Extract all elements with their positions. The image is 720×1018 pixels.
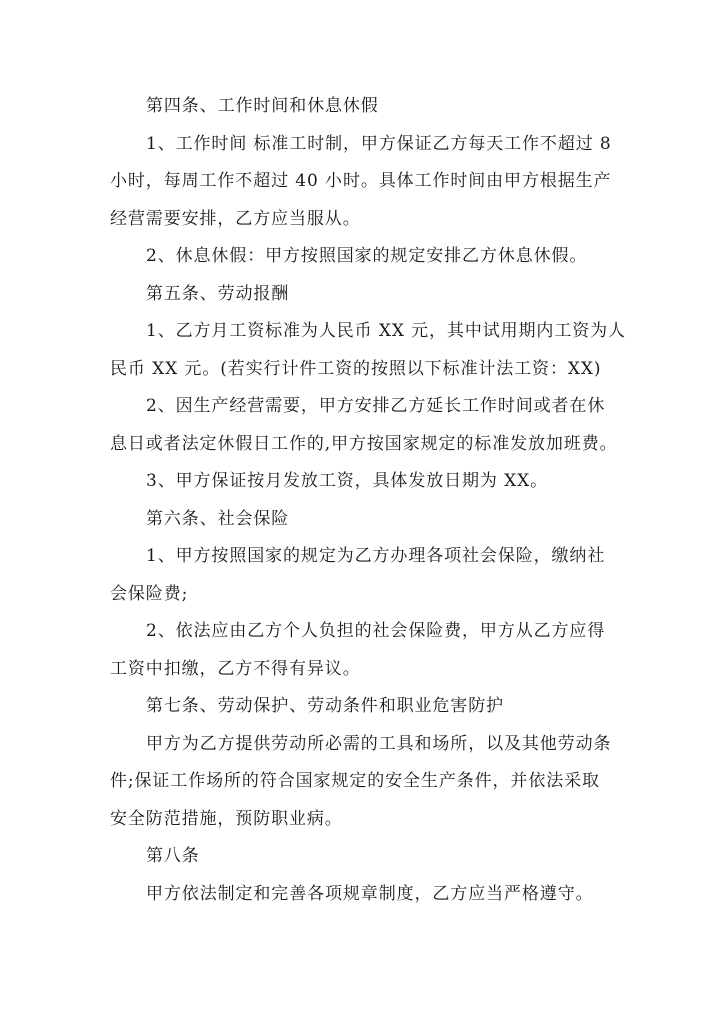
text-line: 3、甲方保证按月发放工资，具体发放日期为 XX。 (146, 471, 549, 491)
text-line: 甲方为乙方提供劳动所必需的工具和场所，以及其他劳动条 (146, 733, 612, 754)
article-8-heading (110, 838, 616, 876)
text-line: 民币 XX 元。(若实行计件工资的按照以下标准计法工资：XX) (110, 358, 602, 379)
article-4-clause-1 (110, 126, 616, 239)
article-5-clause-2 (110, 388, 616, 463)
article-7-body (110, 726, 616, 839)
article-5-clause-1 (110, 313, 626, 388)
text-line: 第七条、劳动保护、劳动条件和职业危害防护 (146, 696, 504, 716)
text-line: 息日或者法定休假日工作的,甲方按国家规定的标准发放加班费。 (110, 433, 618, 454)
text-line: 第五条、劳动报酬 (146, 283, 290, 304)
article-6-clause-1 (110, 538, 616, 613)
document-page (110, 88, 626, 913)
text-line: 件;保证工作场所的符合国家规定的安全生产条件，并依法采取 (110, 771, 600, 791)
article-5-clause-3 (110, 463, 616, 501)
article-6-clause-2 (110, 613, 616, 688)
article-4-clause-2 (110, 238, 616, 276)
text-line: 第六条、社会保险 (146, 508, 290, 529)
text-line: 安全防范措施，预防职业病。 (110, 808, 343, 829)
article-7-heading (110, 688, 616, 726)
text-line: 1、甲方按照国家的规定为乙方办理各项社会保险，缴纳社 (146, 546, 606, 566)
text-line: 会保险费; (110, 583, 189, 604)
article-5-heading (110, 276, 616, 314)
text-line: 工资中扣缴，乙方不得有异议。 (110, 658, 361, 679)
article-4-heading (110, 88, 616, 126)
text-line: 甲方依法制定和完善各项规章制度，乙方应当严格遵守。 (146, 883, 594, 904)
text-line: 2、因生产经营需要，甲方安排乙方延长工作时间或者在休 (146, 396, 606, 416)
text-line: 小时，每周工作不超过 40 小时。具体工作时间由甲方根据生产 (110, 171, 612, 191)
text-line: 第八条 (146, 846, 200, 866)
article-8-body (110, 876, 616, 914)
article-6-heading (110, 501, 616, 539)
text-line: 2、休息休假：甲方按照国家的规定安排乙方休息休假。 (146, 246, 588, 266)
text-line: 1、工作时间 标准工时制，甲方保证乙方每天工作不超过 8 (146, 133, 612, 154)
text-line: 2、依法应由乙方个人负担的社会保险费，甲方从乙方应得 (146, 621, 606, 641)
text-line: 经营需要安排，乙方应当服从。 (110, 208, 361, 229)
text-line: 第四条、工作时间和休息休假 (146, 96, 379, 116)
text-line: 1、乙方月工资标准为人民币 XX 元，其中试用期内工资为人 (146, 321, 626, 341)
